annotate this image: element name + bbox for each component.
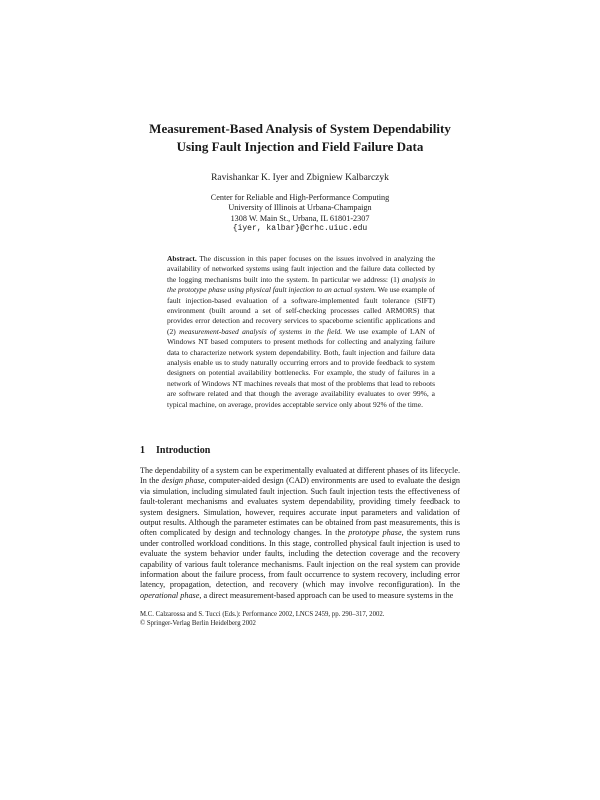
copyright-line: © Springer-Verlag Berlin Heidelberg 2002 [140,620,256,627]
intro-emphasis-1: design phase [161,476,205,486]
abstract-emphasis-2: measurement-based analysis of systems in the field. [179,326,343,336]
affiliation-line-3: 1308 W. Main St., Urbana, IL 61801-2307 [230,213,370,223]
intro-text-1: The dependability of a system can be experimentally evaluated at different phases of its lifecycle. In the [140,466,460,486]
section-number: 1 [140,445,145,456]
title-line-2: Using Fault Injection and Field Failure Data [176,139,424,154]
abstract-text-2: We use example of fault injection-based evaluation of a software-implemented fault tolerance (SIFT) environment (built around a set of self-checking processes called ARMORS) that provides error detection and recovery services to spaceborne scientific applications and (2) [167,285,435,336]
section-heading [140,445,210,456]
intro-text-3: , the system runs under controlled workload conditions. In this stage, controlled physical fault injection is used to evaluate the system behavior under faults, including the detection coverage and the recovery capability of various fault tolerance mechanisms. Fault injection on the real system can provide information about the failure process, from fault occurrence to system recovery, including error latency, propagation, detection, and recovery (which may involve reconfiguration). In the [140,528,460,590]
author-list: Ravishankar K. Iyer and Zbigniew Kalbarczyk [211,173,389,183]
intro-text-4: , a direct measurement-based approach can be used to measure systems in the [199,590,454,600]
affiliation-line-2: University of Illinois at Urbana-Champaign [228,203,372,213]
publication-footer [140,610,460,628]
abstract-text-3: We use example of LAN of Windows NT based computers to present methods for collecting and analyzing failure data to characterize network system dependability. Both, fault injection and failure data analysis enable us to study naturally occurring errors and to provide feedback to system designers on potential availability bottlenecks. For example, the study of failures in a network of Windows NT machines reveals that most of the problems that lead to reboots are software related and that though the average availability evaluates to over 99%, a typical machine, on average, provides acceptable service only about 92% of the time. [167,326,435,409]
affiliation-block [0,193,600,235]
abstract-label: Abstract. [167,254,197,263]
paper-title [0,120,600,156]
abstract-text-1: The discussion in this paper focuses on the issues involved in analyzing the availability of networked systems using fault injection and the failure data collected by the logging mechanisms built into the system. In particular we address: (1) [167,254,435,284]
intro-emphasis-3: operational phase [140,590,200,600]
abstract [167,254,435,410]
abstract-emphasis-1: analysis in the prototype phase using physical fault injection to an actual system. [167,274,435,295]
citation-line: M.C. Calzarossa and S. Tucci (Eds.): Performance 2002, LNCS 2459, pp. 290–317, 2002. [140,611,385,618]
affiliation-line-1: Center for Reliable and High-Performance Computing [210,193,390,202]
introduction-paragraph [140,466,460,601]
intro-emphasis-2: prototype phase [348,528,402,538]
title-line-1: Measurement-Based Analysis of System Dependability [149,121,451,136]
section-title: Introduction [156,445,211,456]
intro-text-2: , computer-aided design (CAD) environments are used to evaluate the design via simulation, including simulated fault injection. Such fault injection tests the effectiveness of fault-tolerant mechanisms and evaluates system dependability, providing timely feedback to system designers. Simulation, however, requires accurate input parameters and validation of output results. Although the parameter estimates can be obtained from past measurements, this is often complicated by design and technology changes. In the [140,476,461,538]
author-email: {iyer, kalbar}@crhc.uiuc.edu [232,224,368,234]
